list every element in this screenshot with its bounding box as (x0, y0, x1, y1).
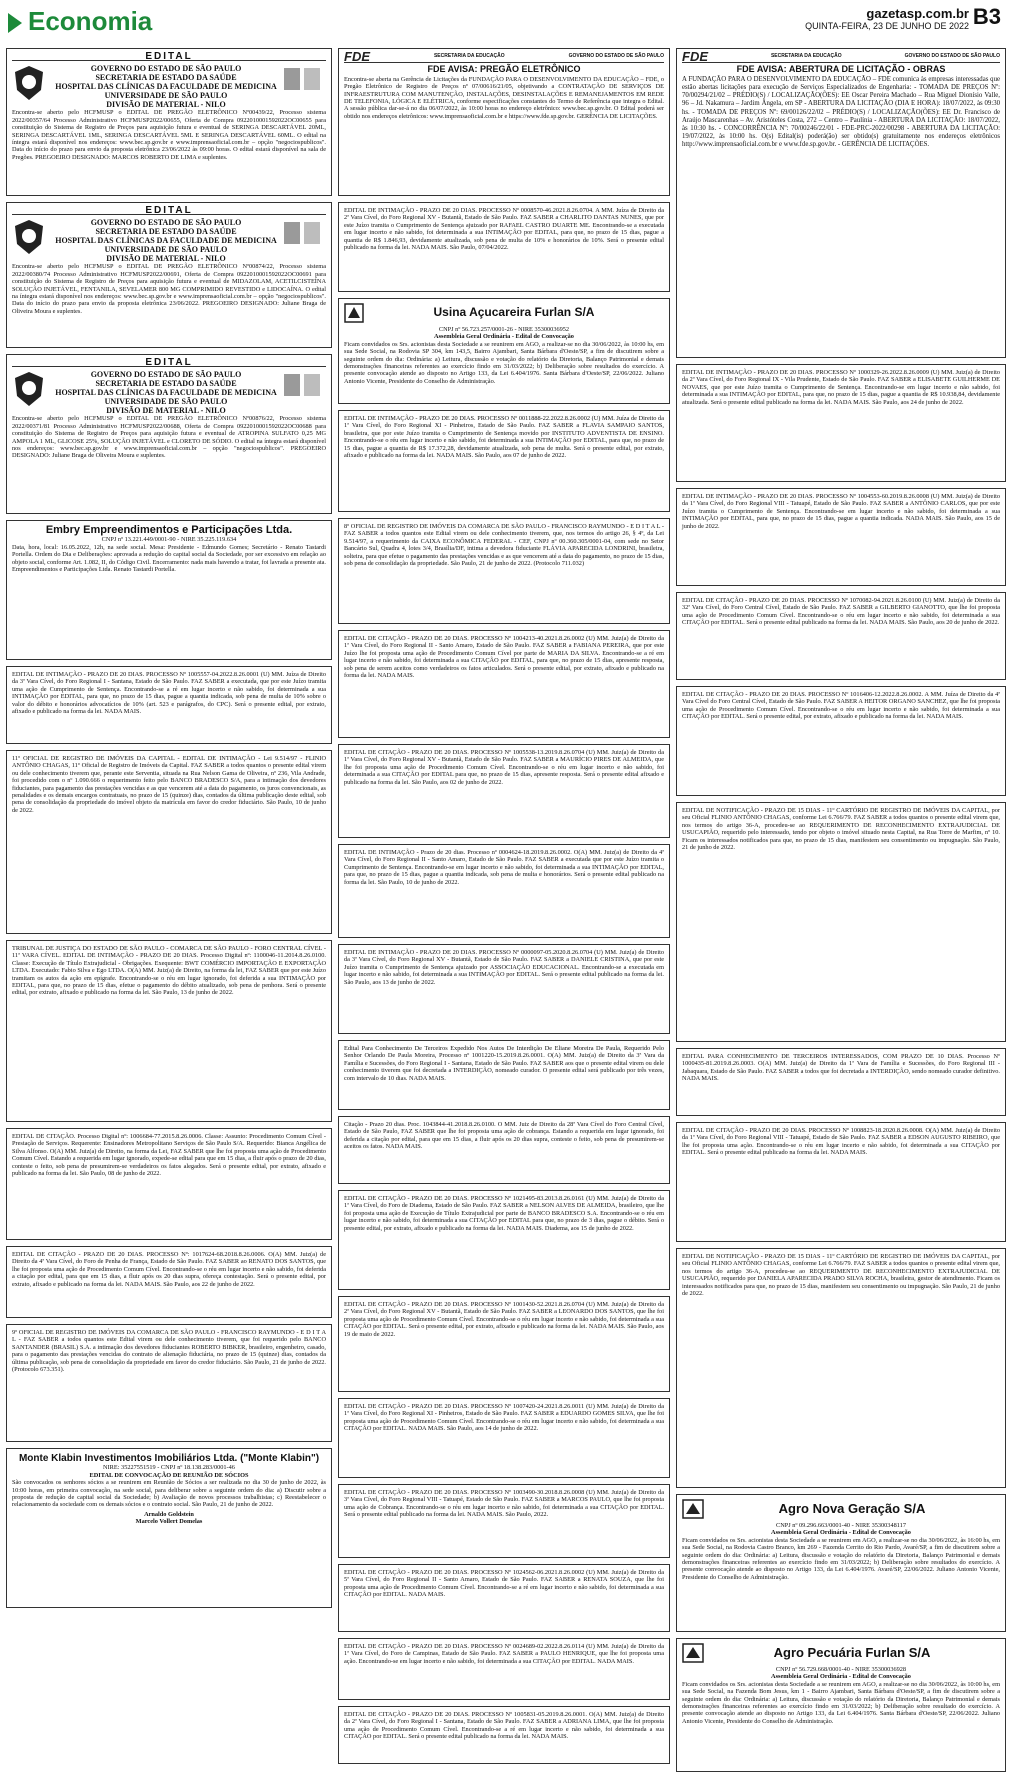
agro-logo-icon (682, 1643, 704, 1663)
oficial-registro-8 (338, 518, 670, 624)
fde-secretaria: SECRETARIA DA EDUCAÇÃO (433, 53, 505, 59)
notice-body: EDITAL PARA CONHECIMENTO DE TERCEIROS INTERESSADOS, COM PRAZO DE 10 DIAS. Processo Nº 1000435-81.2019.8.26.0003. O(A) MM. Juiz(a) de Direito da 1ª Vara de Família e Sucessões, do Foro Regional III - Jabaquara, Estado de São Paulo. FAZ SABER a todos que foi decretada a INTERDIÇÃO, sendo nomeado curador definitivo. NADA MAIS. (682, 1053, 1000, 1083)
notice-body: 8º OFICIAL DE REGISTRO DE IMÓVEIS DA COMARCA DE SÃO PAULO - FRANCISCO RAYMUNDO - E D I T A L - FAZ SABER a todos quantos este Edital virem ou dele conhecimento tiverem, que, nos termos do artigo 26, § 4º, da Lei 9.514/97, a requerimento da CAIXA ECONÔMICA FEDERAL - CEF, CNPJ nº 00.360.305/0001-04, com sede no Setor Bancário Sul, Quadra 4, lotes 3/4, Brasília/DF, intima a devedora fiduciante FLÁVIA APARECIDA LONDRINI, brasileira, solteira, para que efetue o pagamento das prestações vencidas e as que vencerem até a data do pagamento, no prazo de 15 dias, sob pena de consolidação da propriedade. São Paulo, 21 de junho de 2022. (Protocolo 711.032) (344, 523, 664, 568)
notice-body: Ficam convidados os Srs. acionistas desta Sociedade a se reunirem em AGO, a realizar-se no dia 30/06/2022, às 10:00 hs, em sua Sede Social, na Rodovia SP 304, km 143,5, Bairro Ajambari, Santa Bárbara d'Oeste/SP, a fim de discutirem sobre a seguinte ordem do dia: Ordinária: a) Leitura, discussão e votação do relatório da Diretoria, Balanço Patrimonial e demais demonstrações financeiras referentes ao exercício findo em 31/03/2022; b) Deliberação sobre resultados do exercício. A presente convocação atende ao disposto no Artigo 133, da Lei 6.404/1976. Santa Bárbara d'Oeste/SP, 22/06/2022. Juliano Antonio Vicente, Presidente do Conselho de Administração. (344, 340, 664, 385)
column-1 (6, 48, 332, 1614)
oficial-registro-11 (6, 750, 332, 934)
notice-heading: EDITAL DE CONVOCAÇÃO DE REUNIÃO DE SÓCIOS (89, 1471, 249, 1479)
arrow-icon (8, 13, 22, 33)
page-header (0, 0, 1011, 44)
state-seal-icon (12, 370, 46, 408)
hc-edital-1 (6, 48, 332, 196)
notice-body: Ficam convidados os Srs. acionistas desta Sociedade a se reunirem em AGO, a realizar-se no dia 30/06/2022, às 16:00 hs, em sua Sede Social, na Rodovia Castro Branco, km 269 - Fazenda Cerrito do Rio Pardo, Avaré/SP, a fim de discutirem sobre a seguinte ordem do dia: Ordinária: a) Leitura, discussão e votação do relatório da Diretoria, Balanço Patrimonial e demais demonstrações financeiras referentes ao exercício findo em 31/03/2022; b) Deliberação sobre resultados do exercício. A presente convocação atende ao disposto no Artigo 133, da Lei 6.404/1976. Avaré/SP, 22/06/2022. Juliano Antonio Vicente, Presidente do Conselho de Administração. (682, 1536, 1000, 1581)
section-title: Economia (8, 6, 152, 37)
company-id: CNPJ nº 56.729.668/0001-40 - NIRE 35300036928 (775, 1666, 907, 1673)
notice-body: EDITAL DE CITAÇÃO - PRAZO DE 20 DIAS. PROCESSO Nº 1005831-05.2019.8.26.0001. O(A) MM. Juiz(a) de Direito da 2ª Vara Cível, do Foro Regional I - Santana, Estado de São Paulo. FAZ SABER a ADRIANA LIMA, que lhe foi proposta uma ação de Procedimento Comum Cível. Encontrando-se a ré em lugar incerto e não sabido, foi determinada a sua CITAÇÃO por EDITAL. Será o presente edital publicado na forma da lei. NADA MAIS. (344, 1711, 664, 1741)
notice-body: EDITAL DE CITAÇÃO - PRAZO DE 20 DIAS. PROCESSO Nº 0024689-02.2022.8.26.0114 (U) MM. Juiz(a) de Direito da 1ª Vara Cível, do Foro de Campinas, Estado de São Paulo. FAZ SABER a PAULO HENRIQUE, que lhe foi proposta uma ação. Encontrando-se em lugar incerto e não sabido, foi determinada a sua CITAÇÃO por EDITAL. NADA MAIS. (344, 1643, 664, 1665)
notice-body: EDITAL DE INTIMAÇÃO - PRAZO DE 20 DIAS. PROCESSO Nº 1000329-26.2022.8.26.0009 (U) MM. Juiz(a) de Direito da 2ª Vara Cível, do Foro Regional IX - Vila Prudente, Estado de São Paulo. FAZ SABER a ELISABETE GUILHERME DE NOVAES, que por este Juízo tramita o Cumprimento de Sentença. Encontrando-se em lugar incerto e não sabido, foi determinada a sua INTIMAÇÃO por EDITAL, para que, no prazo de 15 dias, pague a quantia de R$ 10.938,84, devidamente atualizada. Será o presente edital publicado na forma da lei. NADA MAIS. São Paulo, aos 24 de junho de 2022. (682, 369, 1000, 406)
oficial-registro-9 (6, 1324, 332, 1442)
notice-body: EDITAL DE CITAÇÃO - PRAZO DE 20 DIAS. PROCESSO Nº 1007420-24.2021.8.26.0011 (U) MM. Juiz(a) de Direito da 1ª Vara Cível, do Foro Regional XI - Pinheiros, Estado de São Paulo. FAZ SABER a EDUARDO GOMES SILVA, que lhe foi proposta uma ação de Procedimento Comum Cível. Encontrando-se o réu em lugar incerto e não sabido, foi determinada a sua CITAÇÃO por EDITAL. NADA MAIS. São Paulo, aos 14 de junho de 2022. (344, 1403, 664, 1433)
edital-citacao-1 (6, 1128, 332, 1240)
edital-notificacao-1 (676, 802, 1006, 1042)
notice-body: 11º OFICIAL DE REGISTRO DE IMÓVEIS DA CAPITAL - EDITAL DE INTIMAÇÃO - Lei 9.514/97 - FLINIO ANTÔNIO CHAGAS, 11º Oficial de Registro de Imóveis da Capital. FAZ SABER a todos quantos o presente edital virem ou dele conhecimento tiverem que, perante este Serventia, situada na Rua Nelson Gama de Oliveira, nº 236, Vila Andrade, foi procedido com o nº 1.090.666 o requerimento feito pelo BANCO BRADESCO S/A, para a intimação dos devedores fiduciantes, para pagamento das prestações vencidas e as que vencerem até a data do pagamento, os juros convencionais, as penalidades e os demais encargos contratuais, no prazo de 15 (quinze) dias, contados da última publicação deste edital, sob pena de consolidação da propriedade do imóvel objeto da matrícula em favor do credor fiduciário. São Paulo, 10 de junho de 2022. (12, 755, 326, 814)
company-name: Agro Pecuária Furlan S/A (773, 1645, 931, 1661)
edital-title: EDITAL (12, 359, 326, 367)
column-3 (676, 48, 1006, 1778)
notice-body: EDITAL DE INTIMAÇÃO - Prazo de 20 dias. Processo nº 0004624-18.2019.8.26.0002. O(A) MM. Juiz(a) de Direito da 4ª Vara Cível, do Foro Regional II - Santo Amaro, Estado de São Paulo. FAZ SABER a executada que por este Juízo tramita o Cumprimento de Sentença. Encontrando-se em lugar incerto e não sabido, foi determinada a sua INTIMAÇÃO por EDITAL, para que, no prazo de 15 dias, pague a quantia indicada, sob pena de multa e honorários. Será o presente edital publicado na forma da lei. São Paulo, 10 de junho de 2022. (344, 849, 664, 886)
issue-date: QUINTA-FEIRA, 23 DE JUNHO DE 2022 (805, 21, 969, 31)
fde-header (344, 49, 664, 64)
notice-heading: Assembleia Geral Ordinária - Edital de Convocação (434, 333, 574, 341)
fde-governo: GOVERNO DO ESTADO DE SÃO PAULO (568, 53, 664, 59)
company-id: NIRE: 35227551519 - CNPJ nº 18.138.283/0001-46 (103, 1464, 235, 1472)
edital-box (338, 1564, 670, 1632)
notice-body: Encontra-se aberta na Gerência de Licitações da FUNDAÇÃO PARA O DESENVOLVIMENTO DA EDUCAÇÃO – FDE, o Pregão Eletrônico de Registro de Preços nº 07/00616/21/05, objetivando a CONTRATAÇÃO DE SERVIÇOS DE INFRAESTRUTURA COM MANUTENÇÃO, INSTALAÇÕES, DESINSTALAÇÕES E REMANEJAMENTOS EM REDE DE TELEFONIA, LÓGICA E ELÉTRICA, conforme especificações constantes do Termo de Referência que integra o Edital. A sessão pública dar-se-á no dia 06/07/2022, às 10:00 horas no endereço eletrônico: www.bec.sp.gov.br. O Edital poderá ser obtido nos endereços eletrônicos: www.imprensaoficial.com.br e https://www.fde.sp.gov.br. GERÊNCIA DE LICITAÇÕES. (344, 75, 664, 120)
notice-heading: Assembleia Geral Ordinária - Edital de Convocação (771, 1529, 911, 1537)
company-name: Usina Açucareira Furlan S/A (433, 305, 595, 320)
notice-body: EDITAL DE CITAÇÃO - PRAZO DE 20 DIAS. PROCESSO Nº 1008823-18.2020.8.26.0008. O(A) MM. Juiz(a) de Direito da 1ª Vara Cível, do Foro Regional VIII - Tatuapé, Estado de São Paulo. FAZ SABER a EDSON AUGUSTO RIBEIRO, que lhe foi proposta uma ação. Encontrando-se o réu em lugar incerto e não sabido, foi determinada a sua CITAÇÃO por EDITAL. Será o presente edital publicado na forma da lei. NADA MAIS. (682, 1127, 1000, 1157)
notice-body: Ficam convidados os Srs. acionistas desta Sociedade a se reunirem em AGO, a realizar-se no dia 30/06/2022, às 10:00 hs, em sua Sede Social, na Fazenda Bom Jesus, km 1 - Bairro Ajambari, Santa Bárbara d'Oeste/SP, a fim de discutirem sobre a seguinte ordem do dia: Ordinária: a) Leitura, discussão e votação do relatório da Diretoria, Balanço Patrimonial e demais demonstrações financeiras referentes ao exercício findo em 31/03/2022; b) Deliberação sobre resultado do exercício. A presente convocação atende ao disposto no Artigo 133, da Lei 6.404/1976. Santa Bárbara d'Oeste/SP, 22/06/2022. Juliano Antonio Vicente, Presidente do Conselho de Administração. (682, 1680, 1000, 1725)
notice-body: EDITAL DE INTIMAÇÃO - PRAZO DE 20 DIAS. PROCESSO Nº 1005557-04.2022.8.26.0001 (U) MM. Juíza de Direito da 3ª Vara Cível, do Foro Regional I - Santana, Estado de São Paulo. FAZ SABER a executada, que por este Juízo tramita uma ação de Cumprimento de Sentença. Encontrando-se a ré em lugar incerto e não sabido, foi determinada a sua INTIMAÇÃO por EDITAL, para que, no prazo de 15 dias, pague a quantia indicada, sob pena de multa de 10% sobre o valor do débito e honorários advocatícios de 10% (art. 523 e parágrafos, do CPC). Será o presente edital, por extrato, afixado e publicado na forma da lei. NADA MAIS. (12, 671, 326, 716)
notice-body: EDITAL DE CITAÇÃO. Processo Digital nº: 1006684-77.2015.8.26.0006. Classe: Assunto: Procedimento Comum Cível - Prestação de Serviços. Requerente: Ensinadores Metropolitano Serviços de São Paulo S/A. Requerido: Bianca Angélica de Silva Alfonso. O(A) MM. Juiz(a) de Direito, na forma da Lei, FAZ SABER que lhe foi proposta uma ação de Procedimento Comum Cível. Estando a requerida em lugar ignorado, expede-se edital para que em 15 dias, a fluir após o prazo de 20 dias, conteste o feito, sob pena de presumirem-se verdadeiros os fatos alegados. Será o presente edital, por extrato, afixado e publicado na forma da lei. São Paulo, 08 de junho de 2022. (12, 1133, 326, 1178)
fde-governo: GOVERNO DO ESTADO DE SÃO PAULO (904, 53, 1000, 59)
edital-title: EDITAL (12, 53, 326, 61)
company-name: Agro Nova Geração S/A (778, 1501, 926, 1517)
notice-body: EDITAL DE INTIMAÇÃO - PRAZO DE 20 DIAS. PROCESSO Nº 0000097-05.2020.8.26.0704 (U) MM. Juiz(a) de Direito da 3ª Vara Cível, do Foro Regional XV - Butantã, Estado de São Paulo. FAZ SABER a DANIELE CRISTINA, que por este Juízo tramita o Cumprimento de Sentença ajuizado por ASSOCIAÇÃO EDUCACIONAL. Encontrando-se a executada em lugar incerto e não sabido, foi determinada a sua INTIMAÇÃO por EDITAL. Será o presente edital publicado na forma da lei. São Paulo, aos 13 de junho de 2022. (344, 949, 664, 986)
notice-body: EDITAL DE CITAÇÃO - PRAZO DE 20 DIAS. PROCESSO Nº 1005538-13.2019.8.26.0704 (U) MM. Juiz(a) de Direito da 1ª Vara Cível, do Foro Regional XV - Butantã, Estado de São Paulo. FAZ SABER a MAURÍCIO PIRES DE ALMEIDA, que lhe foi proposta uma ação de Procedimento Comum Cível. Encontrando-se o réu em lugar incerto e não sabido, foi determinada a sua CITAÇÃO por EDITAL para que, no prazo de 15 dias, apresente resposta. Será o presente edital afixado e publicado na forma da lei. São Paulo, aos 02 de junho de 2022. (344, 749, 664, 786)
notice-body: EDITAL DE CITAÇÃO - PRAZO DE 20 DIAS. PROCESSO Nº 1021495-83.2013.8.26.0161 (U) MM. Juiz(a) de Direito da 1ª Vara Cível, do Foro de Diadema, Estado de São Paulo. FAZ SABER a NELSON ALVES DE ALMEIDA, brasileiro, que lhe foi proposta uma ação de Execução de Título Extrajudicial por parte de BANCO BRADESCO S.A. Encontrando-se o réu em lugar incerto e não sabido, foi determinada a sua CITAÇÃO por EDITAL para que, no prazo de 3 dias, pague o débito. Será o presente edital, por extrato, afixado e publicado na forma da lei. NADA MAIS. Diadema, aos 15 de junho de 2022. (344, 1195, 664, 1232)
edital-intimacao-1 (338, 202, 670, 292)
hc-logo-icon (282, 64, 326, 94)
notice-body: EDITAL DE INTIMAÇÃO - PRAZO DE 20 DIAS. PROCESSO Nº 0011888-22.2022.8.26.0002 (U) MM. Juíza de Direito da 1ª Vara Cível, do Foro Regional XI - Pinheiros, Estado de São Paulo. FAZ SABER a FLAVIA SAMPAIO SANTOS, brasileira, que por este Juízo tramita o Cumprimento de Sentença movido por INSTITUTO ADVENTISTA DE ENSINO. Encontrando-se o réu em lugar incerto e não sabido, foi determinada a sua INTIMAÇÃO por EDITAL, para que, no prazo de 15 dias, pague a quantia de R$ 17.372,28, devidamente atualizada, sob pena de multa. Será o presente edital, por extrato, afixado e publicado na forma da lei. NADA MAIS. São Paulo, aos 07 de junho de 2022. (344, 415, 664, 460)
edital-box (338, 844, 670, 938)
edital-box (338, 1638, 670, 1700)
fde-obras-box (676, 48, 1006, 358)
gov-heading: GOVERNO DO ESTADO DE SÃO PAULO SECRETARIA DE ESTADO DA SAÚDE HOSPITAL DAS CLÍNICAS DA FACULDADE DE MEDICINA UNIVERSIDADE DE SÃO PAULO DIVISÃO DE MATERIAL - NILO (55, 370, 277, 416)
notice-heading: FDE AVISA: ABERTURA DE LICITAÇÃO - OBRAS (736, 64, 946, 75)
notice-body: EDITAL DE CITAÇÃO - PRAZO DE 20 DIAS. PROCESSO Nº 1004213-40.2021.8.26.0002 (U) MM. Juiz(a) de Direito da 1ª Vara Cível, do Foro Regional II - Santo Amaro, Estado de São Paulo. FAZ SABER a FABIANA PEREIRA, que por este Juízo lhe foi proposta uma ação de Procedimento Comum Cível por parte de MARIA DA SILVA. Encontrando-se a ré em lugar incerto e não sabido, foi determinada a sua CITAÇÃO por EDITAL, para que, no prazo de 15 dias, apresente resposta, sob pena de serem aceitos como verdadeiros os fatos articulados. Será o presente edital, por extrato, afixado e publicado na forma da lei. NADA MAIS. (344, 635, 664, 680)
edital-box (338, 1296, 670, 1392)
edital-box (338, 944, 670, 1034)
company-name: Embry Empreendimentos e Participações Ltda. (45, 524, 293, 536)
edital-notificacao-2 (676, 1248, 1006, 1488)
notice-body: TRIBUNAL DE JUSTIÇA DO ESTADO DE SÃO PAULO - COMARCA DE SÃO PAULO - FORO CENTRAL CÍVEL - 11ª VARA CÍVEL. EDITAL DE INTIMAÇÃO - PRAZO DE 20 DIAS. Processo Digital nº: 1100046-11.2014.8.26.0100. Classe: Execução de Título Extrajudicial - Obrigações. Exequente: BWT COMÉRCIO IMPORTAÇÃO E EXPORTAÇÃO LTDA. Executado: Fabio Silva e Ego LTDA. O(A) MM. Juiz(a) de Direito, na forma da lei, FAZ SABER que por este Juízo tramitam os autos da ação em epígrafe. Encontrando-se o réu em lugar ignorado, foi deferida a sua INTIMAÇÃO por EDITAL, para que, no prazo de 15 dias, efetue o pagamento do débito atualizado, sob pena de penhora. Será o presente edital, por extrato, afixado e publicado na forma da lei. São Paulo, 13 de junho de 2022. (12, 945, 326, 997)
notice-body: Data, hora, local: 16.05.2022, 12h, na sede social. Mesa: Presidente - Edmundo Gomes; Secretário - Renato Tastardi Portella. Ordem do Dia e Deliberações: aprovada a redução do capital social da Sociedade, por ser excessivo em relação ao objeto social, conforme Art. 1.082, II, do Código Civil. Encerramento: nada mais havendo a tratar, foi lavrada a presente ata. Empreendimentos e Participações Ltda. Renato Tastardi Portella. (12, 543, 326, 574)
fde-logo: FDE (682, 49, 708, 64)
notice-body: EDITAL DE NOTIFICAÇÃO - PRAZO DE 15 DIAS - 11º CARTÓRIO DE REGISTRO DE IMÓVEIS DA CAPITAL, por seu Oficial FLINIO ANTÔNIO CHAGAS, conforme Lei 6.766/79. FAZ SABER a todos quantos o presente edital virem que, nos termos do artigo 36-A, procedeu-se ao REQUERIMENTO DE RECONHECIMENTO EXTRAJUDICIAL DE USUCAPIÃO, requerido pelo interessado, tendo por objeto o imóvel situado nesta Capital, na Rua Torre de Marfim, nº 10. Ficam os interessados notificados para que, no prazo de 15 dias, manifestem seu consentimento ou impugnação. São Paulo, 21 de junho de 2022. (682, 807, 1000, 852)
edital-intimacao (6, 666, 332, 744)
gov-heading: GOVERNO DO ESTADO DE SÃO PAULO SECRETARIA DE ESTADO DA SAÚDE HOSPITAL DAS CLÍNICAS DA FACULDADE DE MEDICINA UNIVERSIDADE DE SÃO PAULO DIVISÃO DE MATERIAL - NILO (55, 64, 277, 110)
usina-logo-icon (344, 303, 364, 323)
header-meta (805, 6, 969, 31)
agro-nova-notice (676, 1494, 1006, 1632)
site-url[interactable]: gazetasp.com.br (866, 6, 969, 21)
edital-box (338, 630, 670, 738)
notice-body: Citação - Prazo 20 dias. Proc. 1043844-41.2018.8.26.0100. O MM. Juiz de Direito da 28ª Vara Cível do Foro Central Cível, Estado de São Paulo, FAZ SABER que lhe foi proposta uma ação de cobrança. Estando a requerida em lugar ignorado, foi deferida a citação por edital, para que em 15 dias, a fluir após os 20 dias supra, conteste o feito, sob pena de presumirem-se aceitos os fatos. NADA MAIS. (344, 1121, 664, 1151)
edital-body: Encontra-se aberto pelo HCFMUSP o EDITAL DE PREGÃO ELETRÔNICO Nº00876/22, Processo sistema 2022/00371/81 Processo Administrativo HCFMUSP2022/00688, Oferta de Compra 0922010001592022OC00688 para constituição do Sistema de Registro de Preços para aquisição futura e eventual de ATROPINA SULFATO 0,25 MG AMPOLA 1 ML, GLICOSE 25%, SOLUÇÃO INJETÁVEL e CLORETO DE SÓDIO. O edital na íntegra estará disponível nos endereços: www.bec.sp.gov.br e www.imprensaoficial.com.br – opção "negociospublicos". PREGOEIRO DESIGNADO: Juliane Braga de Oliveira Moura e suplentes. (12, 415, 326, 460)
notice-heading: FDE AVISA: PREGÃO ELETRÔNICO (427, 64, 581, 75)
notice-body: EDITAL DE INTIMAÇÃO - PRAZO DE 20 DIAS. PROCESSO Nº 1004553-60.2019.8.26.0008 (U) MM. Juiz(a) de Direito da 1ª Vara Cível, do Foro Regional VIII - Tatuapé, Estado de São Paulo. FAZ SABER a ANTÔNIO CARLOS, que por este Juízo tramita o Cumprimento de Sentença. Encontrando-se em lugar incerto e não sabido, foi determinada a sua INTIMAÇÃO por EDITAL, para que, no prazo de 15 dias, pague a quantia indicada. NADA MAIS. São Paulo, aos 15 de junho de 2022. (682, 493, 1000, 530)
notice-body: EDITAL DE CITAÇÃO - PRAZO DE 20 DIAS. PROCESSO Nº 1024562-06.2021.8.26.0002 (U) MM. Juiz(a) de Direito da 5ª Vara Cível, do Foro Regional II - Santo Amaro, Estado de São Paulo. FAZ SABER a RENATA SOUZA, que lhe foi proposta uma ação de Procedimento Comum Cível. Encontrando-se a ré em lugar incerto e não sabido, foi determinada a sua CITAÇÃO por EDITAL. NADA MAIS. (344, 1569, 664, 1599)
company-id: CNPJ nº 09.296.663/0001-40 - NIRE 35300348117 (776, 1522, 906, 1529)
state-seal-icon (12, 218, 46, 256)
edital-box (338, 1190, 670, 1290)
hc-edital-2 (6, 202, 332, 348)
notice-body: EDITAL DE INTIMAÇÃO - PRAZO DE 20 DIAS. PROCESSO Nº 0008570-46.2021.8.26.0704. A MM. Juíza de Direito da 2ª Vara Cível, do Foro Regional XV - Butantã, Estado de São Paulo. FAZ SABER a CHARLITO DANTAS NUNES, que por este Juízo tramita o Cumprimento de Sentença ajuizado por RAFAEL CASTRO DUARTE ME. Encontrando-se a executada em lugar incerto e não sabido, foi determinada a sua INTIMAÇÃO por EDITAL, para que, no prazo de 15 dias, pague a quantia de R$ 1.846,93, devidamente atualizada, sob pena de multa de 10% e honorários de 10%. Será o presente edital publicado na forma da lei. NADA MAIS. São Paulo, 07/04/2022. (344, 207, 664, 252)
fde-logo: FDE (344, 49, 370, 64)
column-2 (338, 48, 670, 1770)
signature-2: Marcelo Vollert Domelas (135, 1518, 203, 1526)
edital-box (338, 1706, 670, 1764)
notice-body: Edital Para Conhecimento De Terceiros Expedido Nos Autos De Interdição De Eliane Moreira De Paula, Requerido Pelo Senhor Orlando De Paula Moreira, Processo nº 1001220-15.2019.8.26.0001. O(A) MM. Juiz(a) de Direito da 3ª Vara da Família e Sucessões, do Foro Regional I - Santana, Estado de São Paulo. FAZ SABER aos que o presente edital virem ou dele conhecimento tiverem que foi decretada a INTERDIÇÃO, nomeado curador. O presente edital será publicado por três vezes, com intervalo de 10 dias. NADA MAIS. (344, 1045, 664, 1082)
edital-box (676, 488, 1006, 586)
company-id: CNPJ nº 13.221.449/0001-90 - NIRE 35.225.119.634 (101, 536, 237, 544)
page-number: B3 (972, 4, 1001, 29)
notice-body: 9º OFICIAL DE REGISTRO DE IMÓVEIS DA COMARCA DE SÃO PAULO - FRANCISCO RAYMUNDO - E D I T A L - FAZ SABER a todos quantos este Edital virem ou dele conhecimento tiverem, que foi requerido pelo BANCO SANTANDER (BRASIL) S.A. a intimação dos devedores fiduciantes ROBERTO BIBKER, brasileiro, engenheiro, casado, para o pagamento das prestações vencidas do contrato de alienação fiduciária, no prazo de 15 (quinze) dias, contados da última publicação, sob pena de consolidação da propriedade em favor do credor fiduciário. São Paulo, 21 de junho de 2022. (Protocolo 673.351). (12, 1329, 326, 1374)
agro-logo-icon (682, 1499, 704, 1519)
edital-intimacao-2 (338, 410, 670, 512)
hc-logo-icon (282, 370, 326, 400)
notice-body: EDITAL DE CITAÇÃO - PRAZO DE 20 DIAS. PROCESSO Nº 1016406-12.2022.8.26.0002. A MM. Juíza de Direito da 4ª Vara Cível do Foro Central Cível, Estado de São Paulo. FAZ SABER A HEITOR ORGANO SANCHEZ, que lhe foi proposta uma ação de Procedimento Comum Cível. Encontrando-se o réu em lugar incerto e não sabido, foi determinada a sua CITAÇÃO por EDITAL. Será o presente edital, por extrato, afixado e publicado na forma da lei. NADA MAIS. (682, 691, 1000, 721)
klabin-notice (6, 1448, 332, 1608)
edital-body: Encontra-se aberto pelo HCFMUSP o EDITAL DE PREGÃO ELETRÔNICO Nº00439/22, Processo sistema 2022/00357/64 Processo Administrativo HCFMUSP2022/00655, Oferta de Compra 0922010001592022OC00655 para constituição do Sistema de Registro de Preços para aquisição futura e eventual de SERINGA DESCARTÁVEL 20ML, SERINGA DESCARTÁVEL 1ML, SERINGA DESCARTÁVEL 5ML E SERINGA DESCARTÁVEL 60ML. O edital na íntegra estará disponível nos endereços: www.bec.sp.gov.br e www.imprensaoficial.com.br – opção "negociospublicos". Data do início do prazo para envio da proposta eletrônica 23/06/2022 às 09:00 horas. O edital estará disponível na sala de Pregões. PREGOEIRO DESIGNADO: MARCOS ROBERTO DE LIMA e suplentes. (12, 109, 326, 161)
state-seal-icon (12, 64, 46, 102)
notice-body: São convocados os senhores sócios a se reunirem em Reunião de Sócios a ser realizada no dia 30 de junho de 2022, às 10:00 horas, em primeira convocação, na sede social, para deliberar sobre a seguinte ordem do dia: a) Discutir sobre a proposta de redução de capital social da Sociedade; b) Avaliação de novos processos trabalhistas; c) Reestabelecer o relacionamento da sociedade com os demais sócios e o contrato social. São Paulo, 21 de junho de 2022. (12, 1479, 326, 1509)
fde-pregao-box (338, 48, 670, 196)
notice-body: EDITAL DE CITAÇÃO - PRAZO DE 20 DIAS. PROCESSO Nº 1003490-30.2018.8.26.0008 (U) MM. Juiz(a) de Direito da 3ª Vara Cível, do Foro Regional VIII - Tatuapé, Estado de São Paulo. FAZ SABER a MARCOS PAULO, que lhe foi proposta uma ação de Cobrança. Encontrando-se o réu em lugar incerto e não sabido, foi determinada a sua CITAÇÃO por EDITAL. Será o presente edital publicado na forma da lei. NADA MAIS. São Paulo, 2022. (344, 1489, 664, 1519)
notice-heading: Assembleia Geral Ordinária - Edital de Convocação (771, 1673, 911, 1681)
edital-box (338, 1116, 670, 1184)
fde-secretaria: SECRETARIA DA EDUCAÇÃO (770, 53, 842, 59)
edital-box (676, 1122, 1006, 1242)
signature-1: Arnaldo Goldstein (144, 1510, 194, 1518)
edital-box (676, 592, 1006, 680)
notice-body: EDITAL DE CITAÇÃO - PRAZO DE 20 DIAS. PROCESSO Nº: 1017624-68.2018.8.26.0006. O(A) MM. Juiz(a) de Direito da 4ª Vara Cível, do Foro de Penha de França, Estado de São Paulo. FAZ SABER ao RENATO DOS SANTOS, que lhe foi proposta uma ação de Procedimento Comum Cível. Encontrando-se o réu em lugar incerto e não sabido, foi deferida a citação por edital, para que em 15 dias, a fluir após os 20 dias supra, ofereça contestação. Será o presente edital, por extrato, afixado e publicado na forma da lei. NADA MAIS. São Paulo, aos 22 de junho de 2022. (12, 1251, 326, 1288)
edital-box (338, 1398, 670, 1478)
edital-title: EDITAL (12, 207, 326, 215)
edital-box (676, 1048, 1006, 1116)
edital-box (676, 686, 1006, 796)
edital-box (338, 744, 670, 838)
usina-notice (338, 298, 670, 404)
notice-body: EDITAL DE NOTIFICAÇÃO - PRAZO DE 15 DIAS - 11º CARTÓRIO DE REGISTRO DE IMÓVEIS DA CAPITAL, por seu Oficial FLINIO ANTÔNIO CHAGAS, conforme Lei 6.766/79. FAZ SABER a todos quantos o presente edital virem que, nos termos do artigo 36-A, procedeu-se ao REQUERIMENTO DE RECONHECIMENTO EXTRAJUDICIAL DE USUCAPIÃO, requerido por DANIELA APARECIDA PRADO SILVA ROCHA, brasileira, gestor de atendimento. Ficam os interessados notificados para que, no prazo de 15 dias, manifestem seu consentimento ou impugnação. São Paulo, 21 de junho de 2022. (682, 1253, 1000, 1298)
company-name: Monte Klabin Investimentos Imobiliários Ltda. ("Monte Klabin") (18, 1453, 320, 1464)
edital-citacao-2 (6, 1246, 332, 1318)
hc-logo-icon (282, 218, 326, 248)
notice-body: EDITAL DE CITAÇÃO - PRAZO DE 20 DIAS. PROCESSO Nº 1001430-52.2021.8.26.0704 (U) MM. Juiz(a) de Direito da 2ª Vara Cível, do Foro Regional XV - Butantã, Estado de São Paulo. FAZ SABER a LEONARDO DOS SANTOS, que lhe foi proposta uma ação de Procedimento Comum Cível. Encontrando-se o réu em lugar incerto e não sabido, foi determinada a sua CITAÇÃO por EDITAL. Será o presente edital, por extrato, afixado e publicado na forma da lei. NADA MAIS. São Paulo, aos 19 de maio de 2022. (344, 1301, 664, 1338)
fde-header (682, 49, 1000, 64)
edital-box (338, 1484, 670, 1558)
edital-box (676, 364, 1006, 482)
agro-pecuaria-notice (676, 1638, 1006, 1772)
tribunal-notice (6, 940, 332, 1122)
company-id: CNPJ nº 56.723.257/0001-26 - NIRE 35300036952 (438, 326, 570, 333)
edital-box (338, 1040, 670, 1110)
embry-notice (6, 520, 332, 660)
edital-body: Encontra-se aberto pelo HCFMUSP o EDITAL DE PREGÃO ELETRÔNICO Nº00874/22, Processo sistema 2022/00380/74 Processo Administrativo HCFMUSP2022/00691, Oferta de Compra 0922010001592022OC00691 para constituição do Sistema de Registro de Preços para aquisição futura e eventual de MIDAZOLAM, ACETILCISTEÍNA SOLUÇÃO INJETÁVEL, FENTANILA, SEVELAMER 800 MG COMPRIMIDO REVESTIDO e LIDOCAÍNA. O edital na íntegra estará disponível nos endereços: www.bec.sp.gov.br e www.imprensaoficial.com.br – opção "negociospublicos". Data do início do prazo para envio da proposta eletrônica 23/06/2022. PREGOEIRO DESIGNADO: Juliane Braga de Oliveira Moura e suplentes. (12, 263, 326, 315)
gov-heading: GOVERNO DO ESTADO DE SÃO PAULO SECRETARIA DE ESTADO DA SAÚDE HOSPITAL DAS CLÍNICAS DA FACULDADE DE MEDICINA UNIVERSIDADE DE SÃO PAULO DIVISÃO DE MATERIAL - NILO (55, 218, 277, 264)
notice-body: A FUNDAÇÃO PARA O DESENVOLVIMENTO DA EDUCAÇÃO – FDE comunica às empresas interessadas que estão abertas licitações para execução de Serviços Especializados de Engenharia: - TOMADA DE PREÇOS Nº: 70/00294/21/02 – PRÉDIO(S) / LOCALIZAÇÃO(ÕES): EE Oscar Pereira Machado – Rua Miguel Dionísio Valle, 96 – Jd. Nakamura – Jardim Ângela, em SP - ABERTURA DA LICITAÇÃO (DIA E HORA): 18/07/2022, às 09:30 hs. - TOMADA DE PREÇOS Nº: 69/00126/22/02 – PRÉDIO(S) / LOCALIZAÇÃO(ÕES): EE Dr. Francisco de Araújo Mascarenhas – Av. Aristóteles Costa, 272 – Centro – Paulínia - ABERTURA DA LICITAÇÃO: 18/07/2022, às 10:30 hs. - CONCORRÊNCIA Nº: 70/00246/22/01 - FDE-PRC-2022/00298 - ABERTURA DA LICITAÇÃO: 19/07/2022, às 10:00 hs. O(s) Edital(is) poderá(ão) ser obtido(s) gratuitamente nos endereços eletrônicos http://www.imprensaoficial.com.br e www.fde.sp.gov.br. - GERÊNCIA DE LICITAÇÕES. (682, 75, 1000, 149)
notice-body: EDITAL DE CITAÇÃO - PRAZO DE 20 DIAS. PROCESSO Nº 1070082-94.2021.8.26.0100 (U) MM. Juiz(a) de Direito da 32ª Vara Cível, do Foro Central Cível, Estado de São Paulo. FAZ SABER a GILBERTO GIANOTTO, que lhe foi proposta uma ação de Procedimento Comum Cível. Encontrando-se o réu em lugar incerto e não sabido, foi determinada a sua CITAÇÃO por EDITAL. Será o presente edital publicado na forma da lei. NADA MAIS. São Paulo, aos 20 de junho de 2022. (682, 597, 1000, 627)
hc-edital-3 (6, 354, 332, 514)
